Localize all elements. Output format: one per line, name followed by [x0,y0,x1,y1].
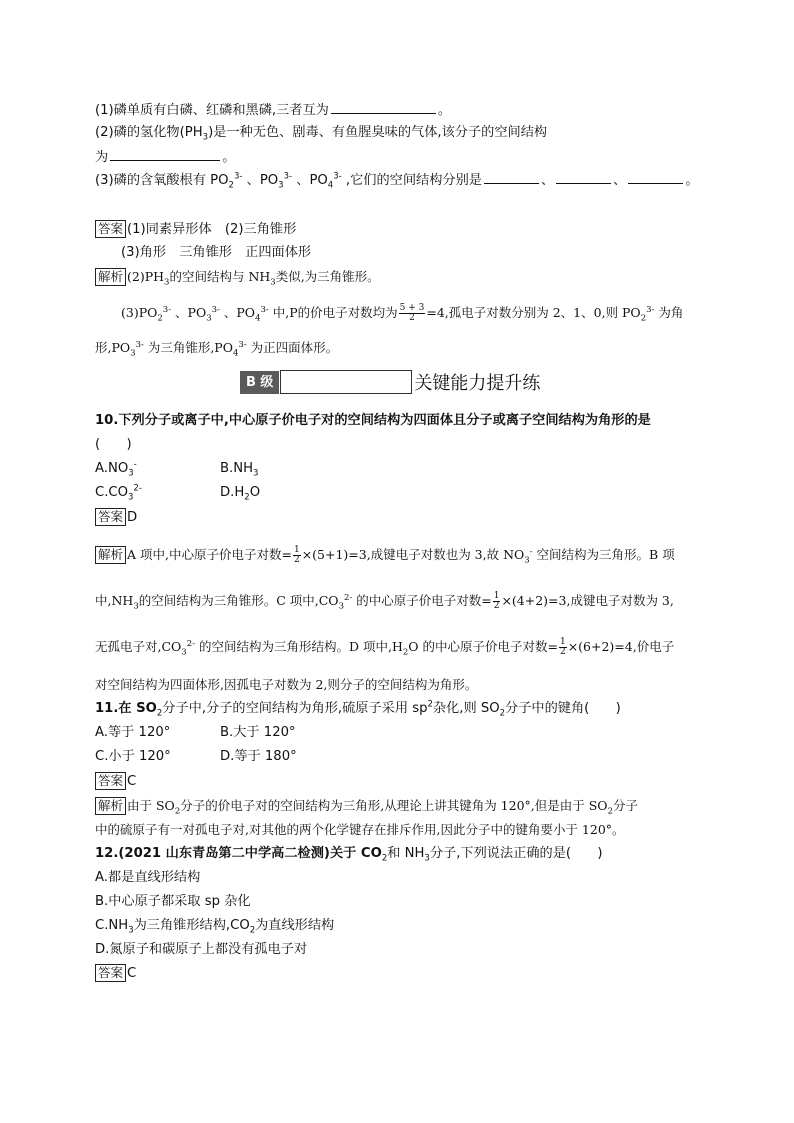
ans-prev-line2: (3)角形 三角锥形 正四面体形 [121,245,312,260]
answer-tag: 答案 [95,772,126,790]
section-title: 关键能力提升练 [414,373,541,394]
q-prev-line2: (2)磷的氢化物$(PH_3)$是一种无色、剧毒、有鱼腥臭味的气体,该分子的空间结构 [95,125,548,143]
q10-exp-line1: 解析 A 项中,中心原子价电子对数= $\frac{1}{2}$ ×(5+1)=3,成键电子对数也为 3,故 $NO_3^-$ 空间结构为三角形。B 项 [95,546,675,565]
q10-exp-line2: 中$,NH_3$的空间结构为三角锥形。C 项中$,CO_3^{2-}$ 的中心原子价电子对数= $\frac{1}{2}$ ×(4+2)=3,成键电子对数为 3, [95,591,674,612]
explanation-tag: 解析 [95,797,126,815]
q10-option-b[interactable]: $B.NH_3$ [220,461,259,479]
q12-option-c[interactable]: $C.NH_3$为三角锥形结构$,CO_2$为直线形结构 [95,918,335,936]
q12-option-d[interactable]: D.氮原子和碳原子上都没有孤电子对 [95,942,308,957]
q10-exp-line4: 对空间结构为四面体形,因孤电子对数为 2,则分子的空间结构为角形。 [95,677,478,692]
q12-option-a[interactable]: A.都是直线形结构 [95,870,201,885]
q11-answer: 答案 C [95,772,136,791]
answer-blank-5[interactable] [628,171,683,184]
section-header [240,370,540,394]
q10-option-a[interactable]: $A.NO_3^-$ [95,459,137,479]
q10-stem: 10.下列分子或离子中,中心原子价电子对的空间结构为四面体且分子或离子空间结构为角形的是 [95,413,651,428]
answer-tag: 答案 [95,220,126,238]
q-prev-line4: (3)磷的含氧酸根有 $PO_2^{3-}$ 、$PO_3^{3-}$ 、$PO_4^{3-}$ ,它们的空间结构分别是 、 、 。 [95,171,699,191]
q11-exp-line1: 解析 由于 $SO_2$分子的价电子对的空间结构为三角形,从理论上讲其键角为 120°,但是由于 $SO_2$分子 [95,797,638,815]
answer-tag: 答案 [95,508,126,526]
exp-prev-line3: 形$,PO_3^{3-}$ 为三角锥形$,PO_4^{3-}$ 为正四面体形。 [95,339,339,359]
q10-option-d[interactable]: $D.H_2O$ [220,485,261,503]
answer-blank-1[interactable] [331,101,436,114]
answer-blank-4[interactable] [556,171,611,184]
q10-answer: 答案 D [95,508,137,527]
answer-blank-2[interactable] [110,148,220,161]
q12-stem: 12.(2021 山东青岛第二中学高二检测)关于 $CO_2$和 $NH_3$分子,下列说法正确的是( ) [95,846,603,864]
q11-option-b[interactable]: B.大于 120° [220,725,296,740]
exp-prev-line1: 解析 $(2)PH_3$的空间结构与 $NH_3$类似,为三角锥形。 [95,268,380,286]
q10-option-c[interactable]: $C.CO_3^{2-}$ [95,483,142,503]
ans-prev-line1: 答案 (1)同素异形体 (2)三角锥形 [95,220,296,239]
fraction-half: $\frac{1}{2}$ [293,545,300,565]
exp-prev-line2: $(3)PO_2^{3-}$ 、$PO_3^{3-}$ 、$PO_4^{3-}$ 中,P的价电子对数均为 $\frac{5 + 3}{2}$ =4,孤电子对数分别为 2、1、0,则 $PO_2^{3-}$ 为角 [121,303,684,324]
answer-blank-3[interactable] [484,171,539,184]
q11-stem: 11.在 $SO_2$分子中,分子的空间结构为角形,硫原子采用 $sp^2$杂化,则 $SO_2$分子中的键角( ) [95,699,621,719]
q12-option-b[interactable]: B.中心原子都采取 sp 杂化 [95,894,251,909]
q11-option-d[interactable]: D.等于 180° [220,749,297,764]
section-name-box [280,370,412,394]
explanation-tag: 解析 [95,546,126,564]
q11-option-a[interactable]: A.等于 120° [95,725,171,740]
q-prev-line3: 为 。 [95,150,236,165]
q11-exp-line2: 中的硫原子有一对孤电子对,对其他的两个化学键存在排斥作用,因此分子中的键角要小于 120°。 [95,822,625,837]
fraction-half: $\frac{1}{2}$ [493,591,500,611]
q10-exp-line3: 无孤电子对$,CO_3^{2-}$ 的空间结构为三角形结构。D 项中$,H_2O$ 的中心原子价电子对数= $\frac{1}{2}$ ×(6+2)=4,价电子 [95,637,675,658]
q10-paren: ( ) [95,437,132,452]
fraction: $\frac{5 + 3}{2}$ [399,303,425,323]
q11-option-c[interactable]: C.小于 120° [95,749,171,764]
answer-tag: 答案 [95,964,126,982]
explanation-tag: 解析 [95,268,126,286]
q-prev-line1: (1)磷单质有白磷、红磷和黑磷,三者互为 。 [95,103,452,118]
q12-answer: 答案 C [95,964,136,983]
section-level-badge: B 级 [240,371,279,394]
fraction-half: $\frac{1}{2}$ [559,637,566,657]
